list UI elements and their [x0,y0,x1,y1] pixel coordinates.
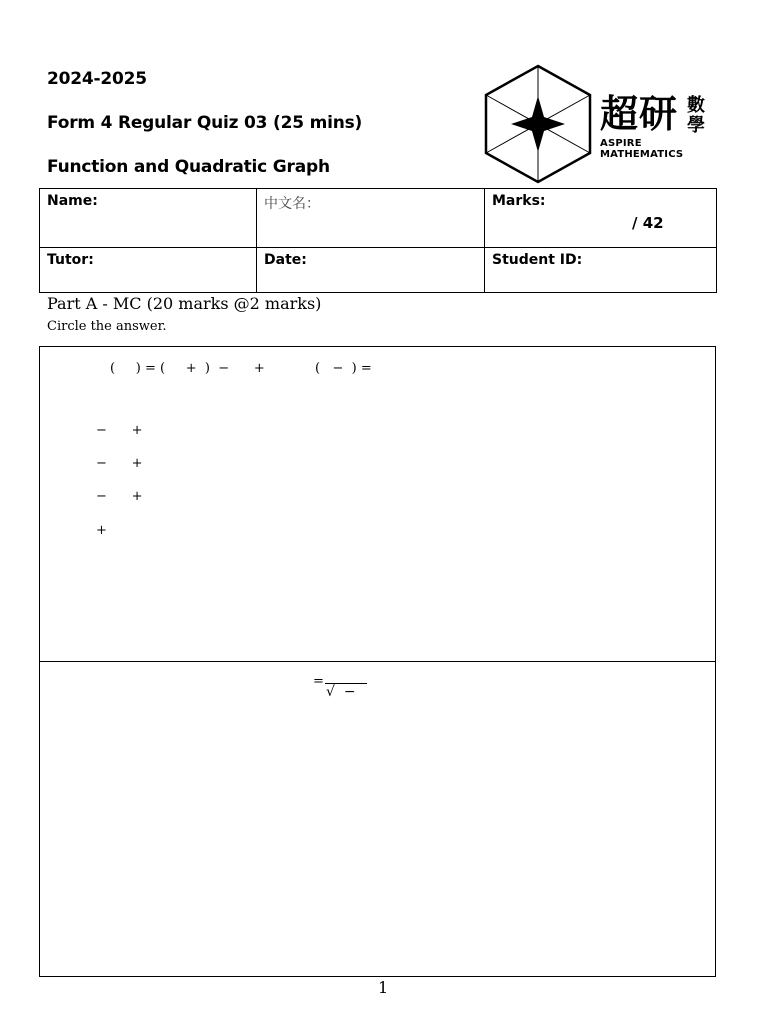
tutor-cell[interactable] [40,248,257,293]
chinese-name-cell[interactable] [257,189,485,248]
student-id-label: Student ID: [492,252,583,268]
date-cell[interactable] [257,248,485,293]
student-info-table [39,188,717,293]
tutor-label: Tutor: [47,252,94,268]
date-label: Date: [264,252,307,268]
logo-chinese-main: 超研 [600,92,679,136]
logo-chinese-side: 數學 [687,95,705,136]
part-a-title: Part A - MC (20 marks @2 marks) [47,294,322,313]
hexagon-star-icon [483,63,593,185]
q1-option-c[interactable]: − + [96,489,143,504]
name-label: Name: [47,193,98,209]
q1-option-b[interactable]: − + [96,456,143,471]
part-a-instruction: Circle the answer. [47,319,167,334]
chinese-name-label: 中文名： [264,196,320,212]
school-year: 2024-2025 [47,69,147,89]
q2-formula-root: √ − [326,684,356,700]
q1-option-a[interactable]: − + [96,423,143,438]
question-2-box [39,661,716,977]
page-number: 1 [378,978,389,997]
q1-option-d[interactable]: + [96,523,107,538]
aspire-logo [483,63,713,185]
student-id-cell[interactable] [485,248,717,293]
quiz-title: Form 4 Regular Quiz 03 (25 mins) [47,113,363,133]
marks-cell[interactable] [485,189,717,248]
q1-stem-left: ( ) = ( + ) − + [110,361,265,376]
q2-formula-eq: = [313,674,324,689]
question-1-box [39,346,716,662]
q1-stem-right: ( − ) = [315,361,372,376]
logo-english: ASPIRE MATHEMATICS [600,138,684,160]
quiz-topic: Function and Quadratic Graph [47,157,330,177]
marks-label: Marks: [492,193,546,209]
name-cell[interactable] [40,189,257,248]
marks-total: / 42 [632,214,664,232]
